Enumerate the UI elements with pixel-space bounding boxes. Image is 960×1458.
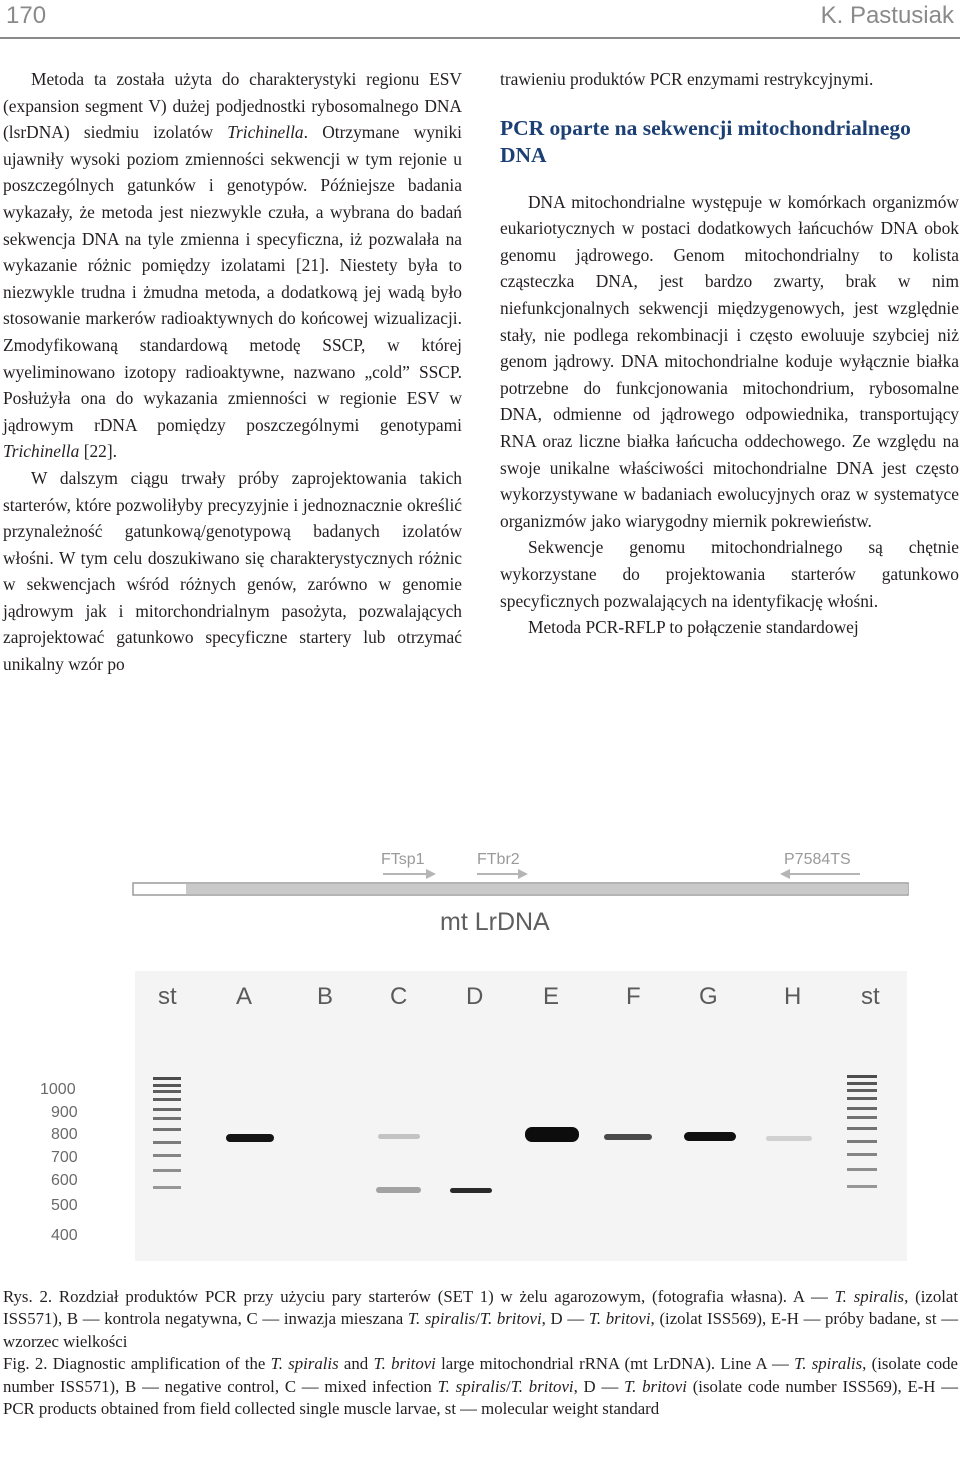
species-italic: T. britovi [588, 1309, 651, 1329]
lane-label: C [390, 983, 408, 1010]
text-span: and [338, 1354, 374, 1374]
gene-label: mt LrDNA [440, 908, 550, 936]
primer-arrow-icon [780, 869, 860, 879]
species-italic: T. spiralis [270, 1354, 339, 1374]
text-span: large mitochondrial rRNA (mt LrDNA). Line A — [435, 1354, 795, 1374]
primer-label: P7584TS [784, 851, 851, 868]
band-lane-D [450, 1188, 492, 1193]
text-span: , (izolat ISS571), B — kontrola negatywna, C — inwazja mieszana [3, 1287, 959, 1329]
size-marker-label: 1000 [40, 1081, 76, 1098]
text-span: , (izolat ISS569), E-H — próby badane, st — wzorzec wielkości [3, 1309, 958, 1351]
left-paragraph-1 [3, 66, 462, 465]
gel-figure-svg [0, 836, 960, 1268]
right-column [500, 66, 959, 641]
band-lane-G [684, 1132, 736, 1141]
text-span: . Otrzymane wyniki ujawniły wysoki poziom zmienności sekwencji w tym rejonie u poszczególnych gatunków i genotypów. Późniejsze badania wykazały, że metoda jest niezwykle czuła, a wybrana do badań sekwencja DNA na tyle zmienna i specyficzna, iż pozwalała na wykazanie różnic pomiędzy izolatami [21]. Niestety była to niezwykle trudna i żmudna metoda, a dodatkową jej wadą było stosowanie markerów radioaktywnych do końcowej wizualizacji. Zmodyfikowaną standardową metodę SSCP, w której wyeliminowano izotopy radioaktywne, nazwano „cold” SSCP. Posłużyła ona do wykazania zmienności w regionie ESV w jądrowym rDNA pomiędzy poszczególnymi genotypami [3, 122, 462, 435]
caption-polish [3, 1286, 958, 1353]
running-head: K. Pastusiak [820, 2, 954, 29]
left-paragraph-2: W dalszym ciągu trwały próby zaprojektowania takich starterów, które pozwoliłyby precyzyjnie i jednoznacznie określić przynależność gatunkową/genotypową badanych izolatów włośni. W tym celu doszukiwano się charakterystycznych różnic w sekwencjach wśród różnych genów, zarówno w genomie jądrowym jak i mitorchondrialnym pasożyta, pozwalających zaprojektować gatunkowo specyficzne startery lub otrzymać unikalny wzór po [3, 467, 462, 675]
band-lane-H [766, 1136, 812, 1141]
lane-label: E [543, 983, 560, 1010]
species-italic: T. britovi [373, 1354, 436, 1374]
lane-label: H [784, 983, 802, 1010]
gel-background [135, 971, 907, 1261]
figure-2 [0, 836, 960, 1268]
text-span: , D — [541, 1309, 589, 1329]
right-paragraph-1: DNA mitochondrialne występuje w komórkach organizmów eukariotycznych w postaci dodatkowych łańcuchów DNA obok genomu jądrowego. Genom mitochondrialny to kolista cząsteczka DNA, jest bardzo zwarty, brak w nim niefunkcjonalnych sekwencji międzygenowych, jest względnie stały, nie podlega rekombinacji i często ewoluuje szybciej niż genom jądrowy. DNA mitochondrialne koduje wyłącznie białka potrzebne do funkcjonowania mitochondrium, rybosomalne DNA, odmienne od jądrowego odpowiednika, transportujący RNA oraz liczne białka łańcucha oddechowego. Ze względu na swoje unikalne właściwości mitochondrialne DNA jest często wykorzystywane w badaniach ewolucyjnych oraz w systematyce organizmów jako wiarygodny miernik pokrewieństw. [500, 191, 959, 531]
page-number: 170 [6, 2, 47, 29]
lane-label: G [699, 983, 718, 1010]
text-span: , D — [573, 1376, 625, 1396]
size-marker-label: 500 [51, 1197, 78, 1214]
species-italic: T. britovi [624, 1376, 687, 1396]
text-span: Fig. 2. Diagnostic amplification of the [3, 1354, 271, 1374]
text-span: (isolate code number ISS569), E-H — PCR products obtained from field collected single muscle larvae, st — molecular weight standard [3, 1376, 958, 1419]
size-marker-label: 800 [51, 1126, 78, 1143]
lane-label: st [861, 983, 880, 1010]
size-marker-label: 600 [51, 1172, 78, 1189]
species-italic: T. britovi [510, 1376, 574, 1396]
text-span: Metoda ta została użyta do charakterystyki regionu ESV (expansion segment V) dużej podjednostki rybosomalnego DNA (lsrDNA) siedmiu izolatów [3, 69, 462, 143]
text-span: / [506, 1376, 511, 1396]
species-italic: T. spiralis [437, 1376, 507, 1396]
primer-label: FTsp1 [381, 851, 425, 868]
band-lane-A [226, 1134, 274, 1142]
text-span: [22]. [79, 441, 118, 462]
species-italic: T. britovi [479, 1309, 542, 1329]
band-lane-E [525, 1127, 579, 1142]
right-paragraph-0: trawieniu produktów PCR enzymami restrykcyjnymi. [500, 69, 874, 89]
species-italic: T. spiralis [407, 1309, 476, 1329]
gene-region-bar [186, 884, 908, 894]
text-span: / [475, 1309, 480, 1329]
lane-label: B [317, 983, 334, 1010]
lane-label: F [626, 983, 641, 1010]
right-paragraph-2: Sekwencje genomu mitochondrialnego są chętnie wykorzystane do projektowania starterów gatunkowo specyficznych pozwalających na identyfikację włośni. [500, 537, 959, 611]
species-italic: T. spiralis [834, 1287, 905, 1306]
header-rule [0, 37, 960, 39]
genus-italic: Trichinella [227, 122, 304, 143]
size-marker-label: 700 [51, 1149, 78, 1166]
lane-label: D [466, 983, 484, 1010]
primer-label: FTbr2 [477, 851, 520, 868]
lane-label: st [158, 983, 177, 1010]
text-span: , (isolate code number ISS571), B — negative control, C — mixed infection [3, 1354, 958, 1396]
species-italic: T. spiralis [794, 1354, 863, 1374]
size-marker-label: 400 [51, 1227, 78, 1244]
section-heading: PCR oparte na sekwencji mitochondrialnego DNA [500, 115, 911, 167]
caption-english [3, 1353, 958, 1420]
left-column [3, 66, 462, 678]
figure-caption [3, 1286, 958, 1420]
size-marker-label: 900 [51, 1104, 78, 1121]
lane-label: A [236, 983, 253, 1010]
page-header [0, 0, 960, 38]
band-lane-C-lower [376, 1187, 421, 1193]
band-lane-C-upper [378, 1134, 420, 1139]
band-lane-F [604, 1134, 652, 1140]
primer-arrow-icon [383, 869, 436, 879]
genus-italic: Trichinella [3, 441, 80, 462]
primer-arrow-icon [477, 869, 528, 879]
right-paragraph-3: Metoda PCR-RFLP to połączenie standardowej [528, 617, 859, 638]
text-span: Rys. 2. Rozdział produktów PCR przy użyciu pary starterów (SET 1) w żelu agarozowym, (fotografia własna). A — [3, 1287, 835, 1306]
